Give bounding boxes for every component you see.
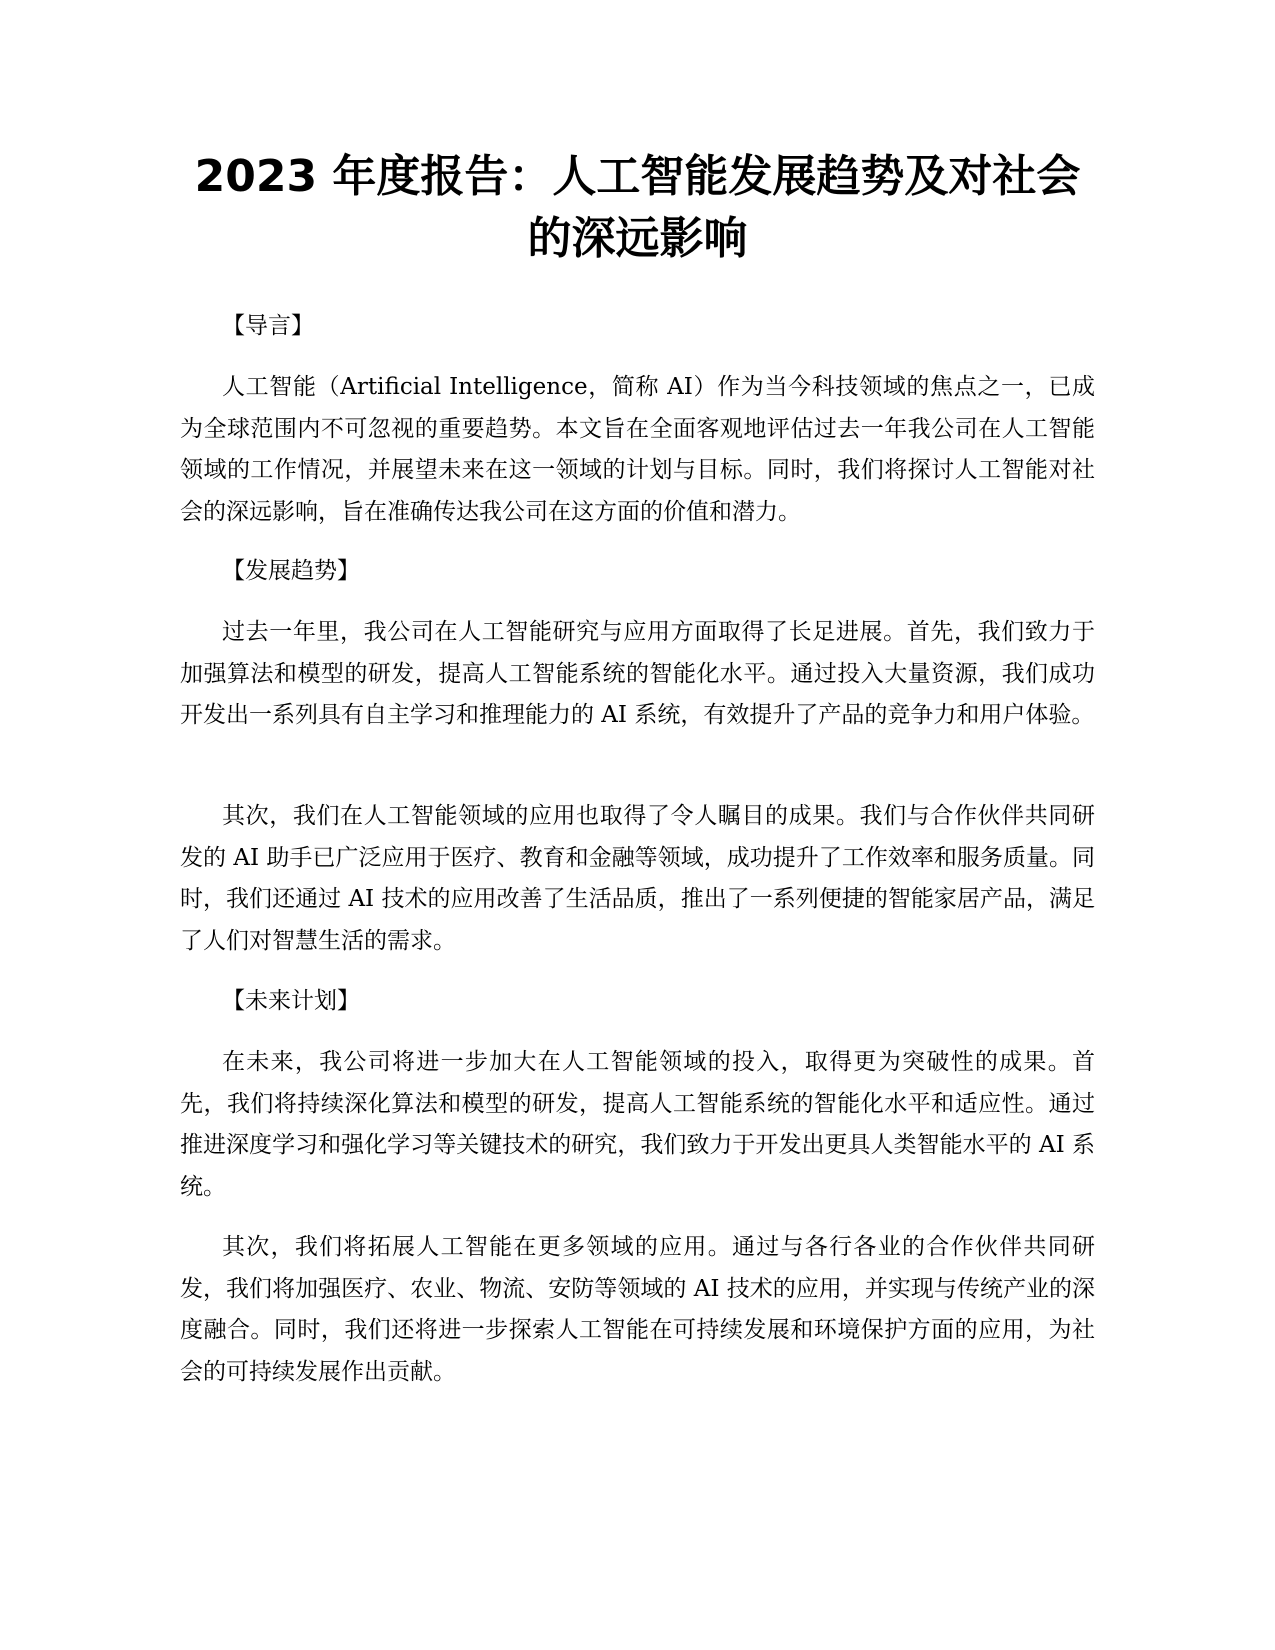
section-heading-future: 【未来计划】 (222, 988, 360, 1014)
paragraph-trends-1: 过去一年里，我公司在人工智能研究与应用方面取得了长足进展。首先，我们致力于加强算法和模型的研发，提高人工智能系统的智能化水平。通过投入大量资源，我们成功开发出一系列具有自主学习和推理能力的 AI 系统，有效提升了产品的竞争力和用户体验。 (180, 619, 1095, 728)
title-line-1: 2023 年度报告：人工智能发展趋势及对社会 (194, 151, 1081, 202)
document-title (180, 146, 1095, 270)
paragraph-trends-2: 其次，我们在人工智能领域的应用也取得了令人瞩目的成果。我们与合作伙伴共同研发的 AI 助手已广泛应用于医疗、教育和金融等领域，成功提升了工作效率和服务质量。同时，我们还通过 AI 技术的应用改善了生活品质，推出了一系列便捷的智能家居产品，满足了人们对智慧生活的需求。 (180, 803, 1095, 954)
section-heading-intro: 【导言】 (222, 313, 314, 339)
paragraph-future-1: 在未来，我公司将进一步加大在人工智能领域的投入，取得更为突破性的成果。首先，我们将持续深化算法和模型的研发，提高人工智能系统的智能化水平和适应性。通过推进深度学习和强化学习等关键技术的研究，我们致力于开发出更具人类智能水平的 AI 系统。 (180, 1049, 1095, 1200)
paragraph-future-2: 其次，我们将拓展人工智能在更多领域的应用。通过与各行各业的合作伙伴共同研发，我们将加强医疗、农业、物流、安防等领域的 AI 技术的应用，并实现与传统产业的深度融合。同时，我们还将进一步探索人工智能在可持续发展和环境保护方面的应用，为社会的可持续发展作出贡献。 (180, 1234, 1095, 1385)
paragraph-intro: 人工智能（Artificial Intelligence，简称 AI）作为当今科技领域的焦点之一，已成为全球范围内不可忽视的重要趋势。本文旨在全面客观地评估过去一年我公司在人工智能领域的工作情况，并展望未来在这一领域的计划与目标。同时，我们将探讨人工智能对社会的深远影响，旨在准确传达我公司在这方面的价值和潜力。 (180, 374, 1095, 525)
section-heading-trends: 【发展趋势】 (222, 558, 360, 584)
title-line-2: 的深远影响 (527, 213, 748, 264)
